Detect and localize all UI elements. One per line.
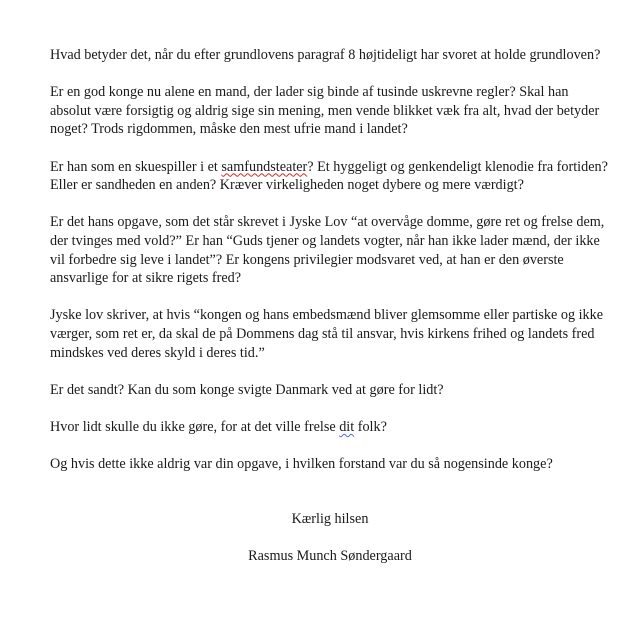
paragraph-7: Er det sandt? Kan du som konge svigte Danmark ved at gøre for lidt?	[50, 381, 444, 398]
paragraph-5: Er det hans opgave, som det står skrevet i Jyske Lov “at overvåge domme, gøre ret og frelse dem, der tvinges med vold?” Er han “Guds tjener og landets vogter, når han ikke lader mænd, der ikke vil forbedre sig leve i landet”? Er kongens privilegier modsvaret ved, at han er den øverste ansvarlige for at sikre rigets fred?	[50, 214, 605, 287]
paragraph-3	[50, 158, 610, 177]
paragraph-4: Eller er sandheden en anden? Kræver virkeligheden noget dybere og mere værdigt?	[50, 177, 524, 194]
spelling-flag-word[interactable]: samfundsteater	[221, 158, 308, 175]
paragraph-3-text-end: ? Et hyggeligt og genkendeligt klenodie fra fortiden?	[307, 158, 608, 175]
paragraph-1: Hvad betyder det, når du efter grundlovens paragraf 8 højtideligt har svoret at holde grundloven?	[50, 47, 601, 63]
paragraph-9: Og hvis dette ikke aldrig var din opgave, i hvilken forstand var du så nogensinde konge?	[50, 456, 553, 473]
grammar-flag-word[interactable]: dit	[339, 418, 355, 435]
paragraph-6: Jyske lov skriver, at hvis “kongen og hans embedsmænd bliver glemsomme eller partiske og ikke værger, som ret er, da skal de på Dommens dag stå til ansvar, hvis kirkens frihed og landets fred mindskes ved deres skyld i deres tid.”	[50, 307, 604, 361]
paragraph-3-text-start: Er han som en skuespiller i et	[50, 158, 222, 175]
letter-body	[50, 46, 610, 584]
greeting: Kærlig hilsen	[291, 510, 369, 527]
closing-block	[50, 510, 610, 566]
paragraph-8-text-start: Hvor lidt skulle du ikke gøre, for at det ville frelse	[50, 418, 340, 435]
paragraph-2: Er en god konge nu alene en mand, der lader sig binde af tusinde uskrevne regler? Skal han absolut være forsigtig og aldrig sige sin mening, men vende blikket væk fra alt, hvad der betyder noget? Trods rigdommen, måske den mest ufrie mand i landet?	[50, 84, 600, 138]
paragraph-8	[50, 418, 610, 437]
paragraph-8-text-end: folk?	[354, 418, 387, 435]
signature: Rasmus Munch Søndergaard	[248, 547, 412, 564]
